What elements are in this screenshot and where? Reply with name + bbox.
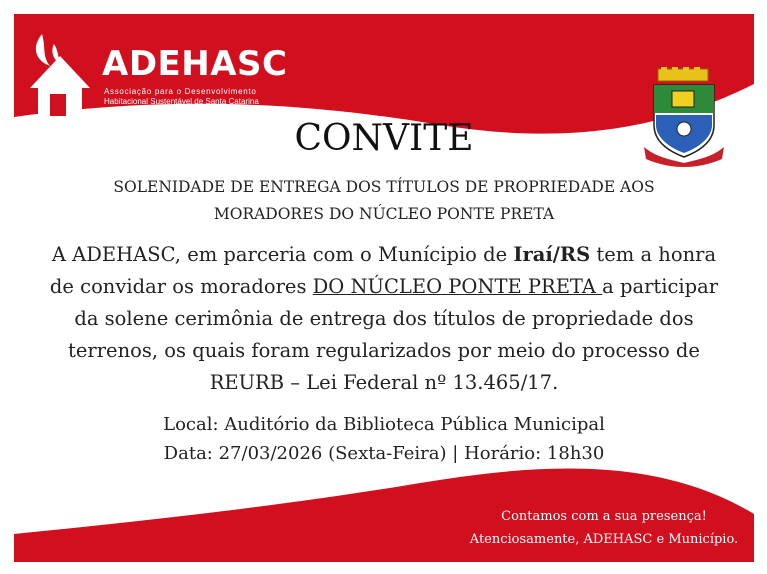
adehasc-logo (28, 26, 288, 122)
invitation-body (38, 239, 730, 399)
date-line (74, 439, 694, 468)
subtitle-line2: MORADORES DO NÚCLEO PONTE PRETA (213, 205, 555, 223)
invitation-frame (14, 14, 754, 562)
closing-message (414, 505, 754, 551)
page-title: CONVITE (294, 118, 474, 159)
body-municipality: Iraí/RS (513, 243, 591, 266)
location-label: Local: (163, 414, 219, 435)
body-part2: tem a honra de convidar os moradores (49, 243, 717, 298)
location-line (74, 410, 694, 439)
logo-subtitle-line2: Habitacional Sustentável de Santa Catarina (104, 97, 259, 106)
event-details (74, 410, 694, 468)
logo-subtitle-line1: Associação para o Desenvolvimento (104, 87, 257, 96)
closing-line1: Contamos com a sua presença! (501, 509, 707, 524)
date-label: Data: (163, 443, 213, 464)
time-label: Horário: (464, 443, 542, 464)
logo-subtitle (104, 87, 284, 107)
date-value: 27/03/2026 (Sexta-Feira) | (212, 443, 465, 464)
body-part1: A ADEHASC, em parceria com o Munícipio de (51, 243, 514, 266)
closing-line2: Atenciosamente, ADEHASC e Município. (469, 532, 739, 547)
invitation-subtitle (74, 174, 694, 228)
body-underlined: DO NÚCLEO PONTE PRETA (312, 275, 603, 298)
house-flame-icon (28, 26, 98, 118)
logo-name: ADEHASC (102, 44, 288, 84)
location-value: Auditório da Biblioteca Pública Municipal (218, 414, 605, 435)
body-part3: a participar da solene cerimônia de entrega dos títulos de propriedade dos terrenos, os quais foram regularizados por meio do processo de REURB – Lei Federal nº 13.465/17. (68, 275, 719, 394)
subtitle-line1: SOLENIDADE DE ENTREGA DOS TÍTULOS DE PROPRIEDADE AOS (113, 178, 655, 196)
time-value: 18h30 (541, 443, 605, 464)
